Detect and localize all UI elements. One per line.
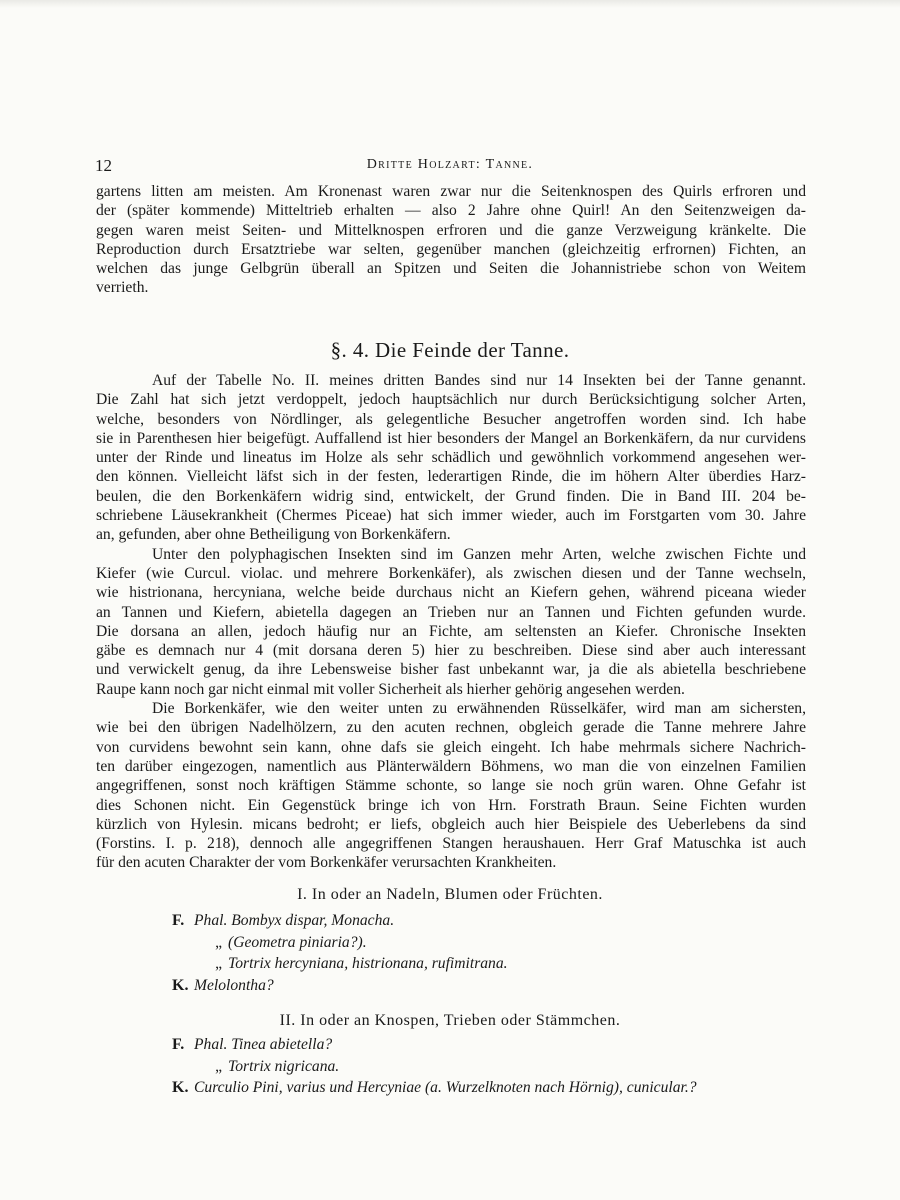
text-line: Die Borkenkäfer, wie den weiter unten zu erwähnenden Rüsselkäfer, wird man am sichersten, — [152, 700, 806, 718]
list-item — [172, 975, 812, 997]
text-line: ten darüber eingezogen, namentlich aus Plänterwäldern Böhmens, wo man die von einzelnen Familien — [96, 757, 806, 775]
continued-paragraph — [96, 182, 806, 298]
text-line: für den acuten Charakter der vom Borkenkäfer verursachten Krankheiten. — [96, 854, 557, 872]
text-line: unter der Rinde und lineatus im Holze als sehr schädlich und gewöhnlich vorkommend angesehen wer- — [96, 449, 806, 467]
forest-code: F. — [172, 912, 185, 929]
species-names: Phal. Bombyx dispar, Monacha. — [194, 912, 395, 929]
text-line: an, gefunden, aber ohne Betheiligung von Borkenkäfern. — [96, 526, 451, 544]
ditto-mark: „ — [215, 1057, 222, 1075]
text-line: wie bei den übrigen Nadelhölzern, zu den acuten rechnen, obgleich gerade die Tanne mehrere Jahre — [96, 719, 806, 737]
text-line: kürzlich von Hylesin. micans bedroht; er liefs, obgleich auch hier Beispiele des Ueberlebens da sind — [96, 815, 806, 833]
list-item — [172, 1056, 812, 1078]
page-number: 12 — [95, 156, 112, 175]
text-line: gartens litten am meisten. Am Kronenast waren zwar nur die Seitenknospen des Quirls erfroren und — [96, 183, 806, 200]
list-heading: I. In oder an Nadeln, Blumen oder Früchten. — [297, 886, 603, 903]
text-line: den können. Vielleicht läfst sich in der festen, lederartigen Rinde, die im höhern Alter überdies Harz- — [96, 468, 806, 486]
species-names: Phal. Tinea abietella? — [194, 1036, 333, 1053]
text-line: angegriffenen, sonst noch kräftigen Stämme schonte, so lange sie noch grün waren. Ohne Gefahr ist — [96, 777, 806, 795]
list-heading: II. In oder an Knospen, Trieben oder Stämmchen. — [279, 1012, 621, 1029]
text-line: Die dorsana an allen, jedoch häufig nur an Fichte, am seltensten an Kiefer. Chronische Insekten — [96, 622, 806, 640]
text-line: an Tannen und Kiefern, abietella dagegen an Trieben nur an Tannen und Fichten gefunden wurde. — [96, 603, 806, 621]
scan-edge — [0, 0, 900, 8]
running-title: Dritte Holzart: Tanne. — [366, 157, 534, 172]
text-line: schriebene Läusekrankheit (Chermes Piceae) hat sich immer wieder, auch im Forstgarten vom 30. Jahre — [96, 507, 806, 525]
species-names: Tortrix nigricana. — [228, 1057, 340, 1075]
text-line: von curvidens bewohnt sein kann, ohne dafs sie gleich eingeht. Ich habe mehrmals sichere Nachrich- — [96, 738, 806, 756]
section-heading: §. 4. Die Feinde der Tanne. — [330, 338, 570, 362]
text-line: Auf der Tabelle No. II. meines dritten Bandes sind nur 14 Insekten bei der Tanne genannt. — [152, 372, 806, 389]
text-line: wie histrionana, hercyniana, welche beide durchaus nicht an Kiefern gehen, während piceana wieder — [96, 584, 806, 602]
text-line: der (später kommende) Mitteltrieb erhalten — also 2 Jahre ohne Quirl! An den Seitenzweigen da- — [96, 202, 806, 220]
list-item — [172, 932, 812, 954]
text-line: Raupe kann noch gar nicht einmal mit voller Sicherheit als hierher gehörig angesehen werden. — [96, 680, 685, 698]
species-names: Curculio Pini, varius und Hercyniae (a. Wurzelknoten nach Hörnig), cunicular.? — [194, 1079, 697, 1096]
ditto-mark: „ — [215, 955, 222, 972]
insect-list — [172, 1034, 812, 1099]
text-line: gegen waren meist Seiten- und Mittelknospen erfroren und die ganze Verzweigung kränkelte. Die — [96, 221, 806, 239]
text-line: Kiefer (wie Curcul. violac. und mehrere Borkenkäfer), als zwischen diesen und der Tanne wechseln, — [96, 564, 806, 582]
list-item — [172, 910, 812, 932]
text-line: welchen das junge Gelbgrün überall an Spitzen und Seiten die Johannistriebe schon von Weitem — [96, 260, 806, 278]
species-names: Tortrix hercyniana, histrionana, rufimitrana. — [228, 955, 508, 972]
text-line: und verwickelt genug, da ihre Lebensweise bisher fast unbekannt war, ja die als abietella beschriebene — [96, 661, 806, 679]
text-line: Reproduction durch Ersatztriebe war selten, gegenüber manchen (gleichzeitig erfrornen) Fichten, an — [96, 240, 806, 258]
insect-list — [172, 910, 812, 996]
text-line: sie in Parenthesen hier beigefügt. Auffallend ist hier besonders der Mangel an Borkenkäfern, da nur curvidens — [96, 429, 806, 447]
list-item — [172, 953, 812, 975]
text-line: dies Schonen nicht. Ein Gegenstück bringe ich von Hrn. Forstrath Braun. Seine Fichten wurden — [96, 796, 806, 814]
forest-code: F. — [172, 1036, 185, 1053]
forest-code: K. — [172, 976, 189, 994]
list-item — [172, 1034, 812, 1056]
text-line: beulen, die den Borkenkäfern widrig sind, entwickelt, der Grund finden. Die in Band III. 204 be- — [96, 487, 806, 505]
forest-code: K. — [172, 1079, 189, 1096]
page-header — [95, 156, 805, 176]
text-line: welche, besonders von Nördlinger, als gelegentliche Besucher angetroffen worden sind. Ich habe — [96, 410, 806, 428]
text-line: gäbe es demnach nur 4 (mit dorsana deren 5) hier zu beschreiben. Diese sind aber auch interessant — [96, 642, 806, 660]
text-line: Unter den polyphagischen Insekten sind im Ganzen mehr Arten, welche zwischen Fichte und — [152, 545, 806, 563]
text-line: verrieth. — [96, 279, 149, 297]
species-names: Melolontha? — [194, 976, 274, 994]
ditto-mark: „ — [215, 933, 222, 951]
main-text — [96, 371, 806, 873]
text-line: (Forstins. I. p. 218), dennoch alle angegriffenen Stangen heraushauen. Herr Graf Matuschka ist auch — [96, 835, 806, 853]
text-line: Die Zahl hat sich jetzt verdoppelt, jedoch hauptsächlich nur durch Berücksichtigung solcher Arten, — [96, 391, 806, 409]
list-item — [172, 1077, 812, 1099]
species-names: (Geometra piniaria?). — [228, 933, 367, 951]
